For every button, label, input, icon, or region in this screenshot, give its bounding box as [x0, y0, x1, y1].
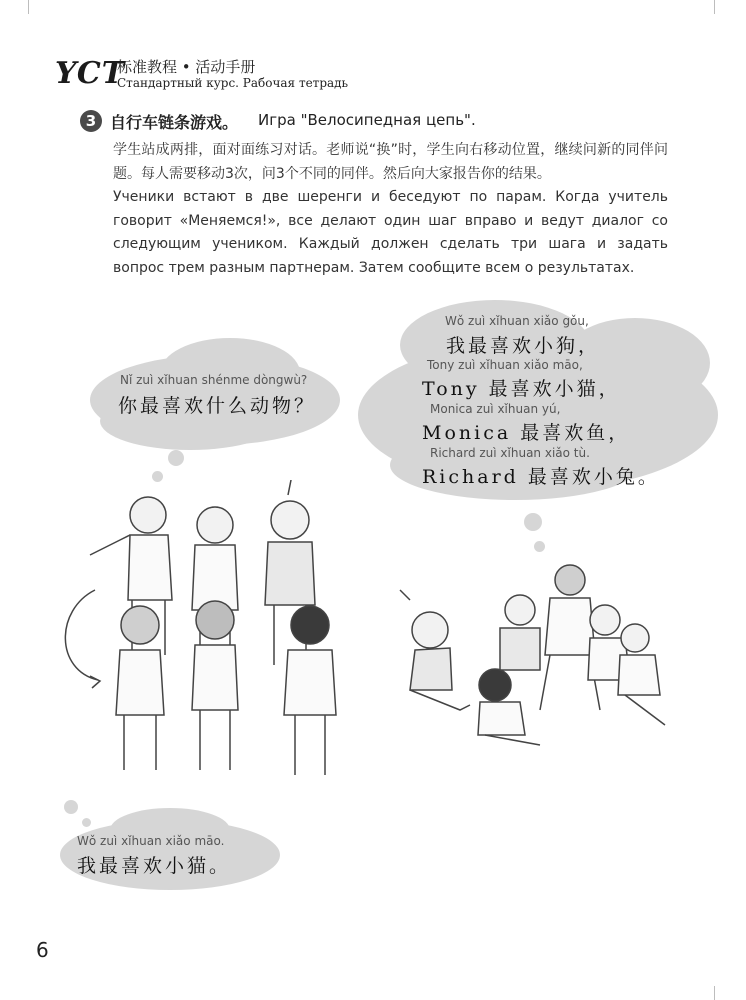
children-lines-illustration [60, 480, 390, 790]
header-title-ru: Стандартный курс. Рабочая тетрадь [117, 76, 349, 90]
exercise-number-badge: 3 [80, 110, 102, 132]
instructions-ru: Ученики встают в две шеренги и беседуют по парам. Когда учитель говорит «Меняемся!», все делают один шаг вправо и ведут диалог со следующим учеником. Каждый должен сделать три шага и задать вопрос трем разным партнерам. Затем сообщите всем о результатах. [113, 189, 668, 276]
instructions-zh: 学生站成两排，面对面练习对话。老师说“换”时，学生向右移动位置，继续问新的同伴问题。每人需要移动3次，问3个不同的同伴。然后向大家报告你的结果。 [113, 142, 668, 182]
answer-pinyin: Wǒ zuì xǐhuan xiǎo māo. [77, 834, 225, 848]
crop-mark-top-right [714, 0, 715, 14]
report-hanzi-4: Richard 最喜欢小兔。 [422, 466, 660, 488]
exercise-title-ru: Игра "Велосипедная цепь". [258, 111, 476, 129]
report-hanzi-2: Tony 最喜欢小猫， [422, 378, 621, 400]
page-number: 6 [36, 938, 49, 962]
exercise-title-zh: 自行车链条游戏。 [110, 113, 239, 132]
question-hanzi: 你最喜欢什么动物？ [118, 395, 317, 417]
report-pinyin-2: Tony zuì xǐhuan xiǎo māo, [427, 358, 583, 372]
crop-mark-top-left [28, 0, 29, 14]
yct-logo: YCT [55, 56, 126, 91]
crop-mark-bottom-right [714, 986, 715, 1000]
report-pinyin-1: Wǒ zuì xǐhuan xiǎo gǒu, [445, 314, 589, 328]
children-sitting-illustration [390, 560, 670, 760]
report-pinyin-4: Richard zuì xǐhuan xiǎo tù. [430, 446, 590, 460]
report-hanzi-3: Monica 最喜欢鱼， [422, 422, 631, 444]
question-pinyin: Nǐ zuì xǐhuan shénme dòngwù? [120, 373, 308, 387]
report-hanzi-1: 我最喜欢小狗， [446, 335, 601, 357]
report-pinyin-3: Monica zuì xǐhuan yú, [430, 402, 561, 416]
header-title-zh: 标准教程 • 活动手册 [117, 58, 256, 76]
answer-hanzi: 我最喜欢小猫。 [77, 855, 232, 877]
